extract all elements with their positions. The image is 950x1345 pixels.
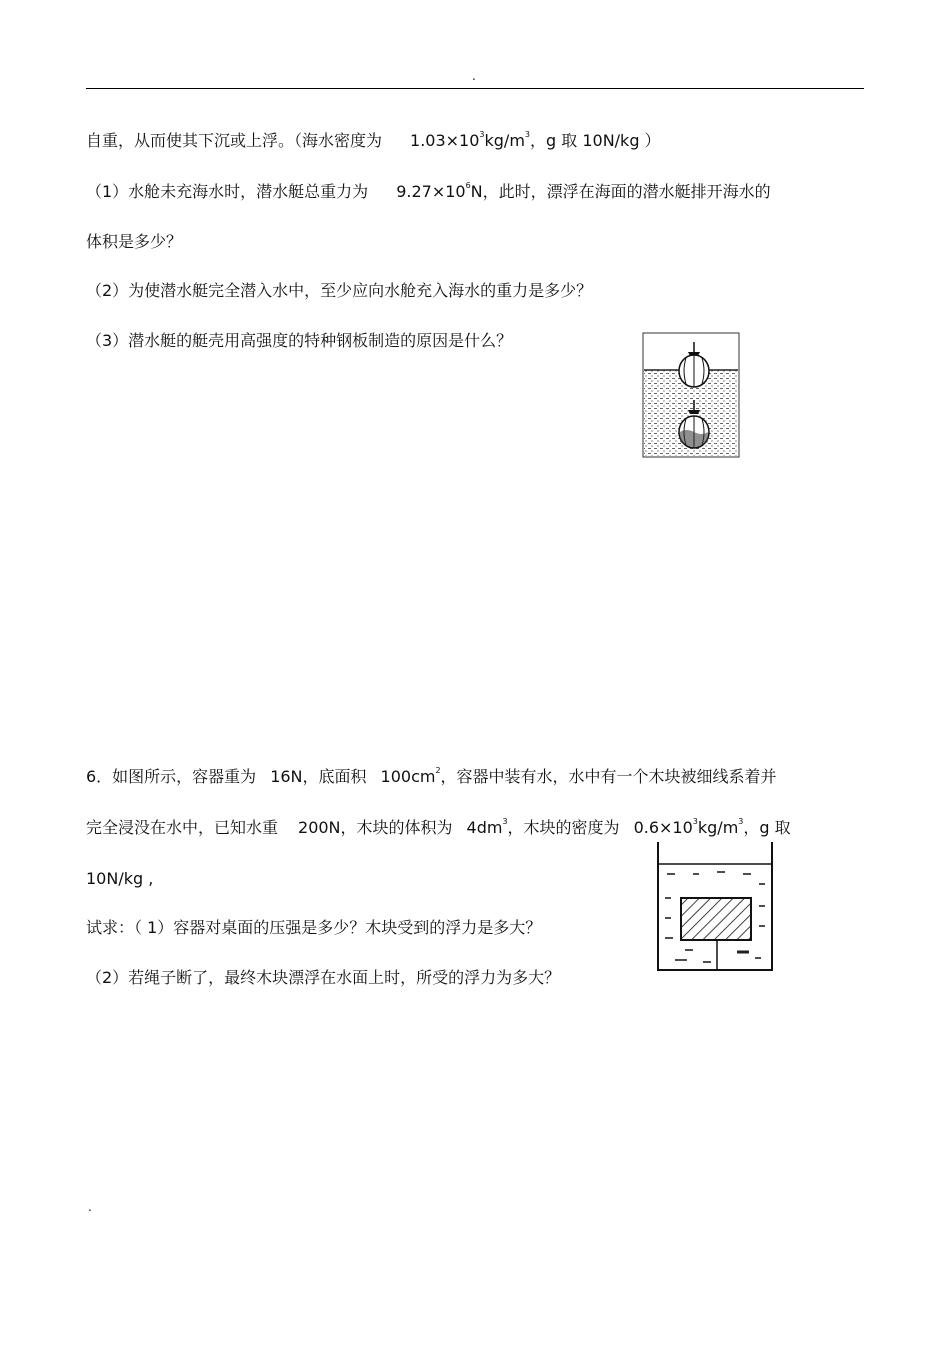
q6-question-1: 试求：（ 1）容器对桌面的压强是多少？木块受到的浮力是多大？ [86,918,542,937]
q5-part1: （1）水舱未充海水时，潜水艇总重力为 $9.27\times 10^6N$，此时，漂浮在海面的潜水艇排开海水的 [86,181,771,201]
q6-question-2: （2）若绳子断了，最终木块漂浮在水面上时，所受的浮力为多大？ [86,968,561,987]
footer-dot: . [88,1200,92,1214]
submarine-figure [642,332,740,458]
q5-line-0: 自重，从而使其下沉或上浮。（海水密度为 $1.03\times 10^3kg/m^3$，g 取 10N/kg ） [86,130,661,150]
q6-line-3: 10N/kg , [86,869,154,888]
q5-part1-cont: 体积是多少？ [86,232,183,251]
header-dot: . [472,69,476,83]
q5-part3: （3）潜水艇的艇壳用高强度的特种钢板制造的原因是什么？ [86,331,513,350]
q6-line-2: 完全浸没在水中，已知水重 200N，木块的体积为 $4dm^3$，木块的密度为 $0.6\times 10^3kg/m^3$，g 取 [86,817,791,837]
q6-line-1: 6．如图所示，容器重为 16N，底面积 $100cm^2$，容器中装有水，水中有一个木块被细线系着并 [86,766,777,786]
container-figure [655,840,775,972]
wooden-block [681,898,751,940]
q5-part2: （2）为使潜水艇完全潜入水中，至少应向水舱充入海水的重力是多少？ [86,281,593,300]
header-rule [86,88,864,89]
